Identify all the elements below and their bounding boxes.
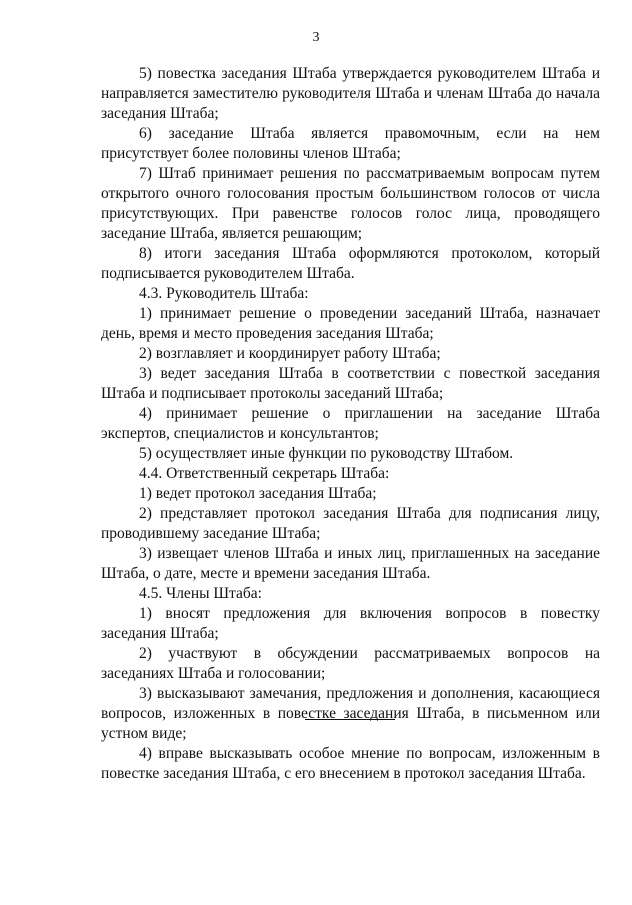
paragraph: 2) участвуют в обсуждении рассматриваемых вопросов на заседаниях Штаба и голосовании; [101, 645, 600, 682]
paragraph: 2) возглавляет и координирует работу Штаба; [139, 345, 441, 362]
paragraph: 3) извещает членов Штаба и иных лиц, приглашенных на заседание Штаба, о дате, месте и времени заседания Штаба. [101, 545, 600, 582]
end-divider [305, 719, 395, 720]
paragraph: 1) вносят предложения для включения вопросов в повестку заседания Штаба; [101, 605, 600, 642]
paragraph: 1) ведет протокол заседания Штаба; [139, 485, 377, 502]
paragraph: 4) принимает решение о приглашении на заседание Штаба экспертов, специалистов и консультантов; [101, 405, 600, 442]
paragraph: 5) осуществляет иные функции по руководству Штабом. [139, 445, 514, 462]
paragraph: 3) высказывают замечания, предложения и дополнения, касающиеся вопросов, изложенных в повестке заседания Штаба, в письменном или устном виде; [101, 685, 600, 742]
section-heading: 4.5. Члены Штаба: [139, 585, 262, 602]
paragraph: 3) ведет заседания Штаба в соответствии с повесткой заседания Штаба и подписывает протоколы заседаний Штаба; [101, 365, 600, 402]
document-body [101, 64, 600, 784]
paragraph: 1) принимает решение о проведении заседаний Штаба, назначает день, время и место проведения заседания Штаба; [101, 305, 600, 342]
paragraph: 6) заседание Штаба является правомочным, если на нем присутствует более половины членов Штаба; [101, 125, 600, 162]
paragraph: 4) вправе высказывать особое мнение по вопросам, изложенным в повестке заседания Штаба, с его внесением в протокол заседания Штаба. [101, 745, 600, 782]
section-heading: 4.3. Руководитель Штаба: [139, 285, 309, 302]
section-heading: 4.4. Ответственный секретарь Штаба: [139, 465, 390, 482]
paragraph: 5) повестка заседания Штаба утверждается руководителем Штаба и направляется заместителю руководителя Штаба и членам Штаба до начала заседания Штаба; [101, 65, 600, 122]
paragraph: 7) Штаб принимает решения по рассматриваемым вопросам путем открытого очного голосования простым большинством голосов от числа присутствующих. При равенстве голосов голос лица, проводящего заседание Штаба, является решающим; [101, 165, 600, 242]
paragraph: 2) представляет протокол заседания Штаба для подписания лицу, проводившему заседание Штаба; [101, 505, 600, 542]
paragraph: 8) итоги заседания Штаба оформляются протоколом, который подписывается руководителем Штаба. [101, 245, 600, 282]
page-number: 3 [312, 30, 320, 45]
